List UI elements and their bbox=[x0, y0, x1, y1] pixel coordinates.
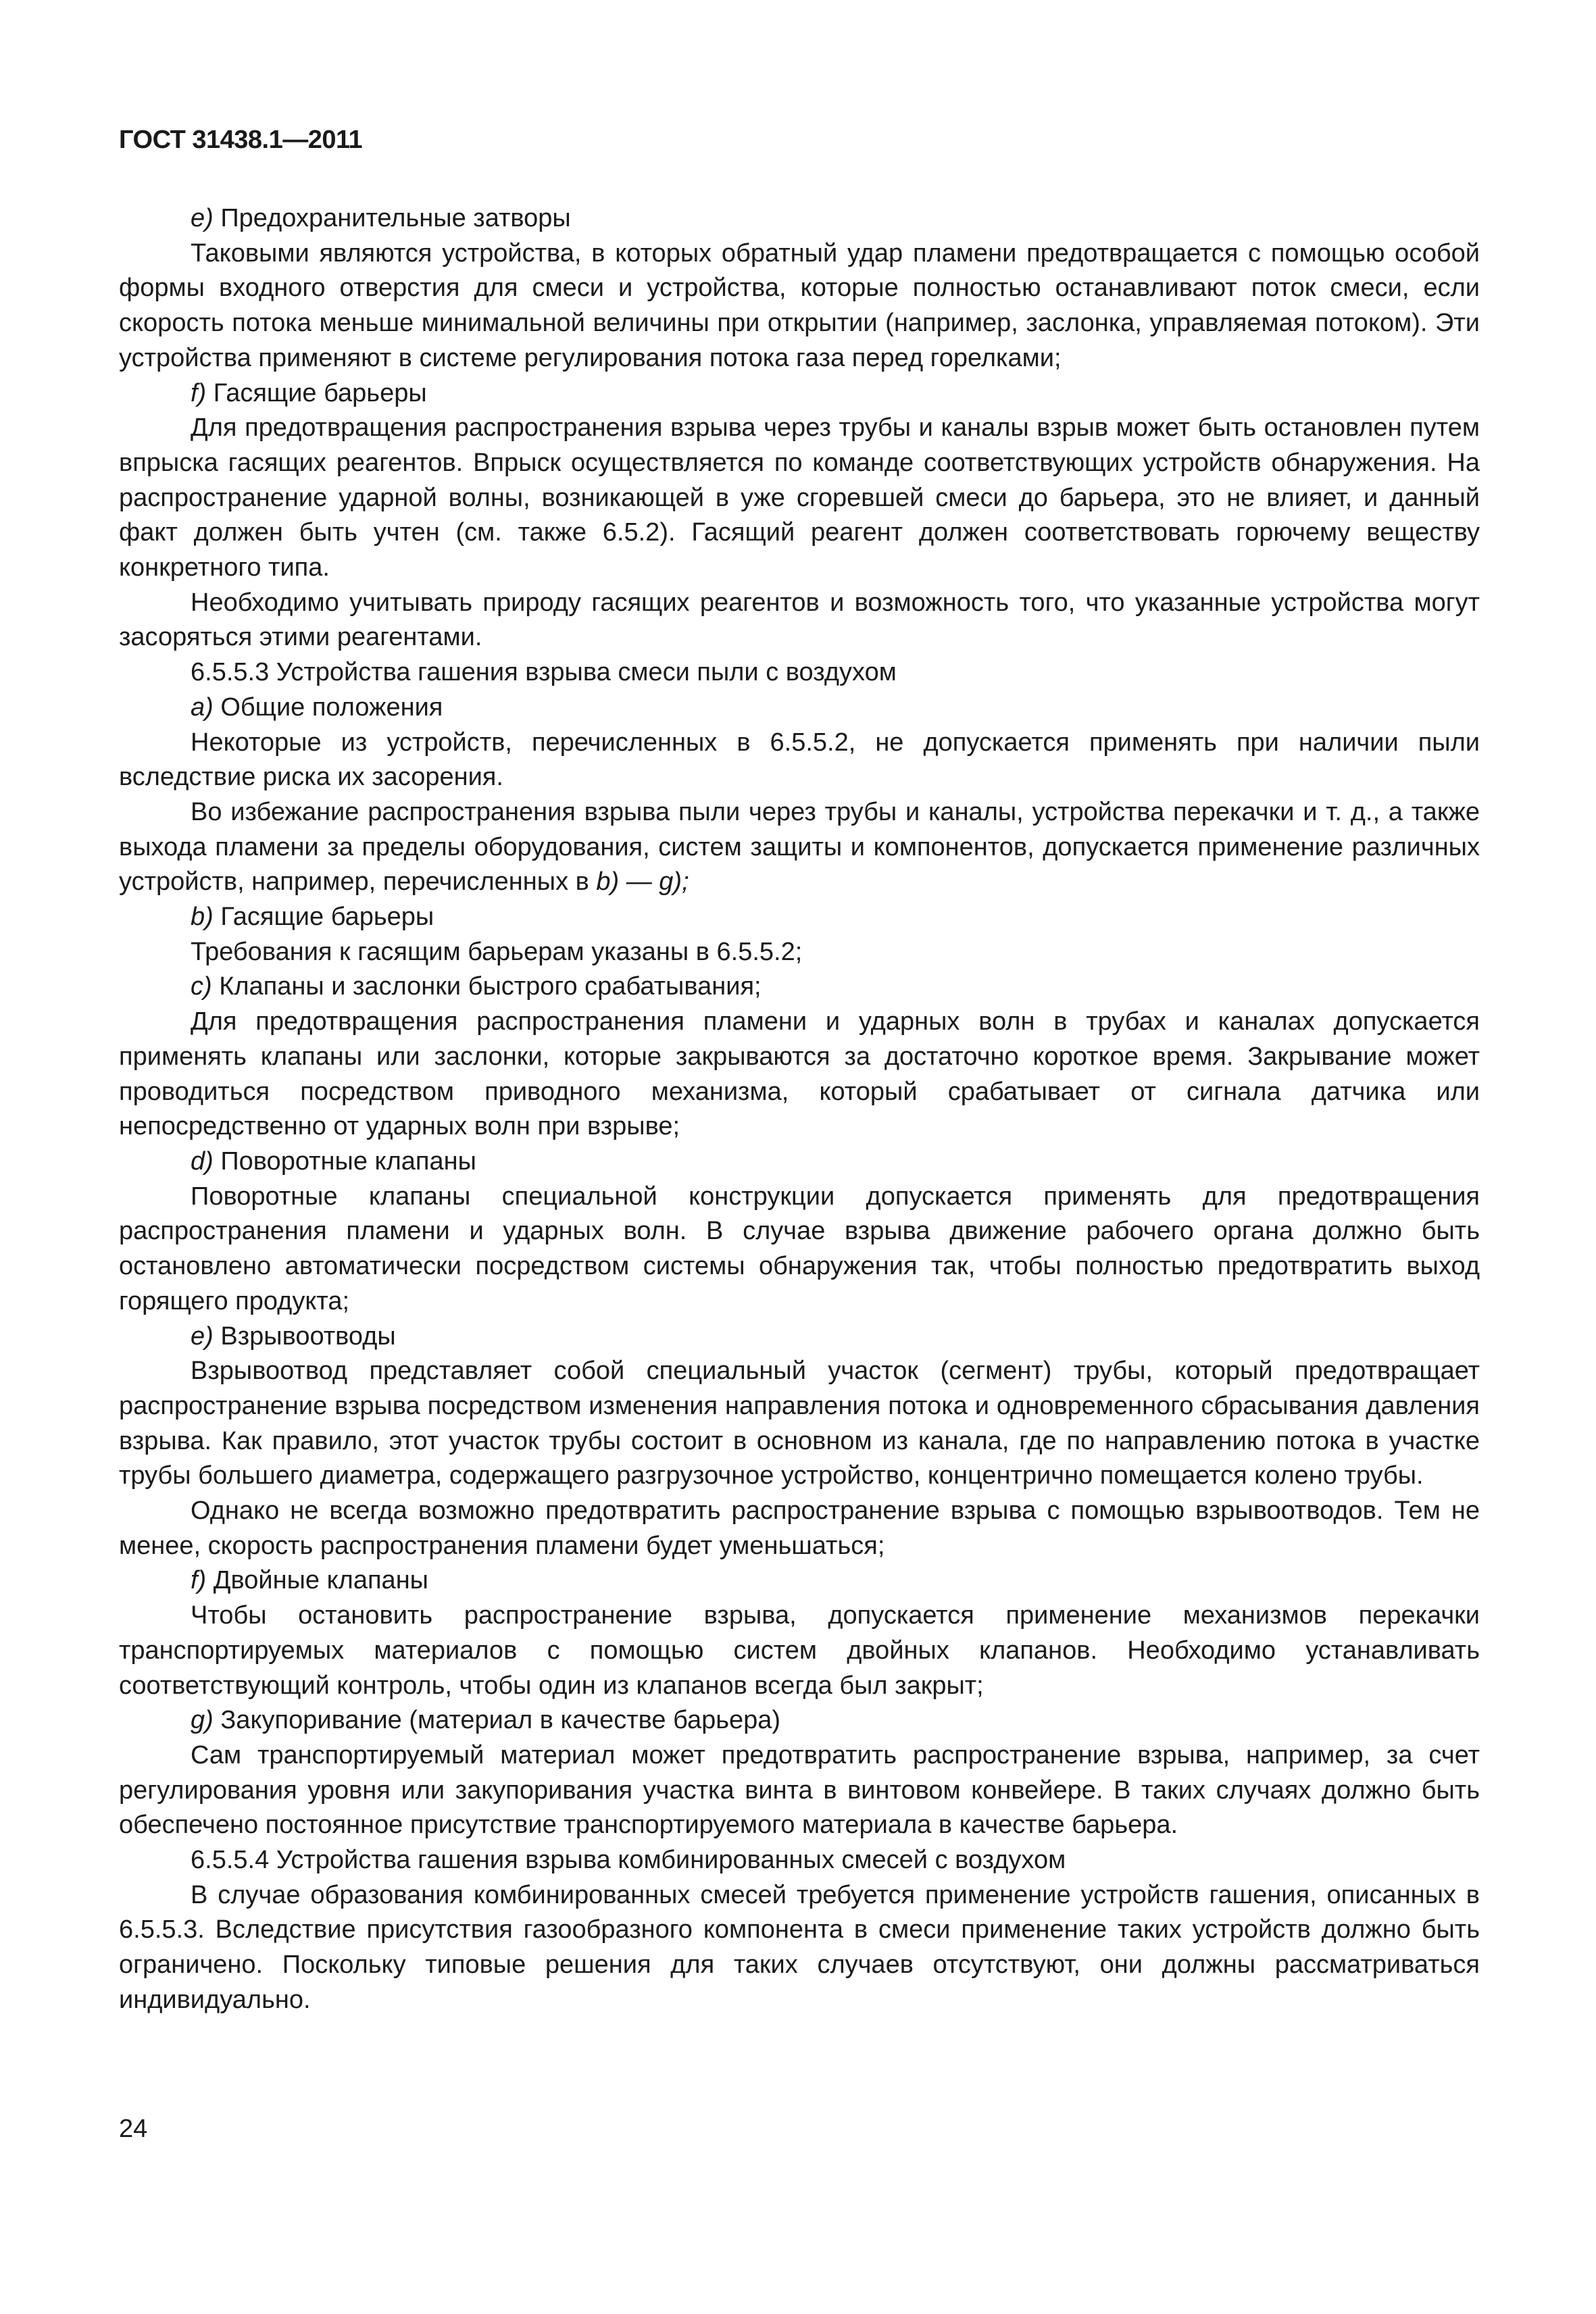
paragraph bbox=[119, 1599, 1480, 1703]
paragraph bbox=[119, 795, 1480, 900]
document-header: ГОСТ 31438.1—2011 bbox=[119, 126, 363, 154]
list-item-heading bbox=[119, 690, 1480, 726]
paragraph-text: Закупоривание (материал в качестве барьера) bbox=[213, 1706, 781, 1735]
paragraph-text: Поворотные клапаны специальной конструкции допускается применять для предотвращения распространения пламени и ударных волн. В случае взрыва движение рабочего органа должно быть остановлено автоматически посредством системы обнаружения так, чтобы полностью предотвратить выход горящего продукта; bbox=[119, 1182, 1480, 1315]
paragraph-text: В случае образования комбинированных смесей требуется применение устройств гашения, описанных в 6.5.5.3. Вследствие присутствия газообразного компонента в смеси применение таких устройств должно быть ограничено. Поскольку типовые решения для таких случаев отсутствуют, они должны рассматриваться индивидуально. bbox=[119, 1880, 1480, 2014]
paragraph-text: Чтобы остановить распространение взрыва, допускается применение механизмов перекачки транспортируемых материалов с помощью систем двойных клапанов. Необходимо устанавливать соответствующий контроль, чтобы один из клапанов всегда был закрыт; bbox=[119, 1601, 1480, 1700]
paragraph bbox=[119, 1005, 1480, 1145]
item-letter: с) bbox=[191, 972, 212, 1001]
paragraph-text: Двойные клапаны bbox=[206, 1566, 428, 1595]
item-letter: b) bbox=[191, 903, 214, 932]
paragraph-text: Поворотные клапаны bbox=[213, 1147, 476, 1176]
paragraph bbox=[119, 586, 1480, 655]
paragraph bbox=[119, 1180, 1480, 1319]
paragraph bbox=[119, 1494, 1480, 1563]
paragraph-text: Клапаны и заслонки быстрого срабатывания; bbox=[211, 972, 762, 1001]
list-item-heading bbox=[119, 1563, 1480, 1599]
item-letter: а) bbox=[191, 693, 214, 722]
paragraph bbox=[119, 1354, 1480, 1494]
paragraph-text: Сам транспортируемый материал может предотвратить распространение взрыва, например, за счет регулирования уровня или закупоривания участка винта в винтовом конвейере. В таких случаях должно быть обеспечено постоянное присутствие транспортируемого материала в качестве барьера. bbox=[119, 1740, 1480, 1840]
paragraph-text: Гасящие барьеры bbox=[206, 378, 427, 407]
paragraph bbox=[119, 411, 1480, 586]
paragraph-text: 6.5.5.3 Устройства гашения взрыва смеси пыли с воздухом bbox=[191, 658, 897, 687]
paragraph-text: Предохранительные затворы bbox=[213, 204, 571, 232]
item-letter: g) bbox=[191, 1706, 214, 1735]
list-item-heading bbox=[119, 970, 1480, 1005]
paragraph-text: 6.5.5.4 Устройства гашения взрыва комбинированных смесей с воздухом bbox=[191, 1846, 1066, 1875]
list-item-heading bbox=[119, 1703, 1480, 1738]
paragraph bbox=[119, 1738, 1480, 1843]
paragraph-text: Необходимо учитывать природу гасящих реагентов и возможность того, что указанные устройства могут засоряться этими реагентами. bbox=[119, 588, 1480, 652]
paragraph-text: Во избежание распространения взрыва пыли через трубы и каналы, устройства перекачки и т. д., а также выхода пламени за пределы оборудования, систем защиты и компонентов, допускается применение различных устройств, например, перечисленных в bbox=[119, 797, 1480, 897]
paragraph-text: Таковыми являются устройства, в которых обратный удар пламени предотвращается с помощью особой формы входного отверстия для смеси и устройства, которые полностью останавливают поток смеси, если скорость потока меньше минимальной величины при открытии (например, заслонка, управляемая потоком). Эти устройства применяют в системе регулирования потока газа перед горелками; bbox=[119, 238, 1480, 372]
body-text bbox=[119, 201, 1480, 2018]
paragraph bbox=[119, 935, 1480, 970]
paragraph-text: Для предотвращения распространения взрыва через трубы и каналы взрыв может быть остановлен путем впрыска гасящих реагентов. Впрыск осуществляется по команде соответствующих устройств обнаружения. На распространение ударной волны, возникающей в уже сгоревшей смеси до барьера, это не влияет, и данный факт должен быть учтен (см. также 6.5.2). Гасящий реагент должен соответствовать горючему веществу конкретного типа. bbox=[119, 413, 1480, 582]
paragraph bbox=[119, 726, 1480, 795]
item-reference: b) — g); bbox=[596, 867, 689, 897]
item-letter: f) bbox=[191, 1566, 207, 1595]
paragraph-text: Однако не всегда возможно предотвратить распространение взрыва с помощью взрывоотводов. Тем не менее, скорость распространения пламени будет уменьшаться; bbox=[119, 1496, 1480, 1560]
paragraph-text: Общие положения bbox=[213, 693, 443, 722]
paragraph-text: Взрывоотводы bbox=[213, 1322, 396, 1351]
paragraph bbox=[119, 236, 1480, 376]
list-item-heading bbox=[119, 201, 1480, 236]
paragraph bbox=[119, 1843, 1480, 1878]
paragraph bbox=[119, 1878, 1480, 2018]
paragraph-text: Требования к гасящим барьерам указаны в 6.5.5.2; bbox=[191, 937, 803, 966]
list-item-heading bbox=[119, 376, 1480, 411]
paragraph-text: Гасящие барьеры bbox=[213, 903, 434, 932]
list-item-heading bbox=[119, 1145, 1480, 1180]
item-letter: е) bbox=[191, 204, 214, 232]
paragraph-text: Некоторые из устройств, перечисленных в 6.5.5.2, не допускается применять при наличии пыли вследствие риска их засорения. bbox=[119, 728, 1480, 792]
paragraph-text: Взрывоотвод представляет собой специальный участок (сегмент) трубы, который предотвращает распространение взрыва посредством изменения направления потока и одновременного сбрасывания давления взрыва. Как правило, этот участок трубы состоит в основном из канала, где по направлению потока в участке трубы большего диаметра, содержащего разгрузочное устройство, концентрично помещается колено трубы. bbox=[119, 1357, 1480, 1490]
list-item-heading bbox=[119, 900, 1480, 935]
paragraph-text: Для предотвращения распространения пламени и ударных волн в трубах и каналах допускается применять клапаны или заслонки, которые закрываются за достаточно короткое время. Закрывание может проводиться посредством приводного механизма, который срабатывает от сигнала датчика или непосредственно от ударных волн при взрыве; bbox=[119, 1007, 1480, 1141]
list-item-heading bbox=[119, 1319, 1480, 1355]
page-number: 24 bbox=[119, 2115, 148, 2143]
paragraph bbox=[119, 655, 1480, 690]
item-letter: d) bbox=[191, 1147, 214, 1176]
item-letter: е) bbox=[191, 1322, 214, 1351]
item-letter: f) bbox=[191, 378, 207, 407]
